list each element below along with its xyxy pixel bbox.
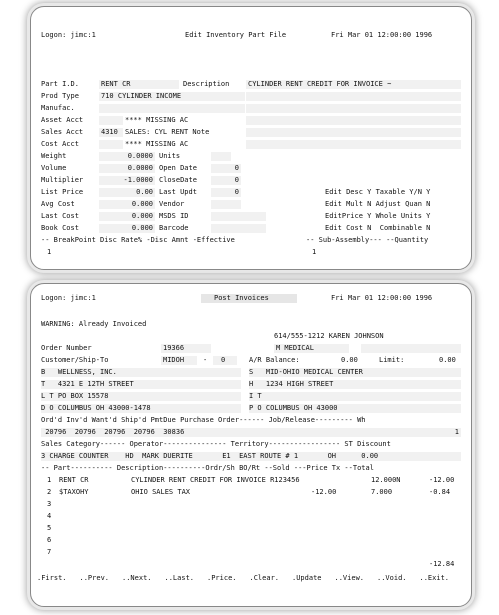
- list-price-field[interactable]: 0.00: [99, 188, 155, 197]
- command-next-button[interactable]: ..Next.: [122, 574, 152, 582]
- bill-to-line-4[interactable]: D O COLUMBUS OH 43000-1478: [41, 404, 241, 413]
- customer-dash: -: [203, 356, 208, 364]
- window-title-box: [201, 294, 297, 303]
- description-line2-field[interactable]: [246, 92, 461, 101]
- command-first-button[interactable]: .First.: [37, 574, 67, 582]
- close-date-label: CloseDate: [159, 176, 197, 184]
- barcode-label: Barcode: [159, 224, 189, 232]
- sales-header: Sales Category------ Operator--------------- Territory----------------- ST Discount: [41, 440, 391, 448]
- line-number: 5: [47, 524, 52, 532]
- last-cost-label: Last Cost: [41, 212, 79, 220]
- sales-acct-field[interactable]: 4310: [99, 128, 123, 137]
- description-line3-field[interactable]: [246, 104, 461, 113]
- avg-cost-label: Avg Cost: [41, 200, 75, 208]
- command-void-button[interactable]: ..Void.: [377, 574, 407, 582]
- description-label: Description: [183, 80, 230, 88]
- part-id-field[interactable]: RENT CR: [99, 80, 179, 89]
- barcode-field[interactable]: [211, 224, 266, 233]
- sales-acct-desc: SALES: CYL RENT Note: [125, 128, 210, 136]
- open-date-label: Open Date: [159, 164, 197, 172]
- command-clear-button[interactable]: .Clear.: [249, 574, 280, 582]
- command-price-button[interactable]: .Price.: [207, 574, 237, 582]
- medical-field[interactable]: M MEDICAL: [274, 344, 349, 353]
- ar-balance-value: 0.00: [341, 356, 358, 364]
- line-price: 7.000: [371, 488, 393, 496]
- limit-label: Limit:: [379, 356, 405, 364]
- list-price-label: List Price: [41, 188, 84, 196]
- limit-value: 0.00: [439, 356, 456, 364]
- lines-header: -- Part---------- Description----------Ordr/Sh BO/Rt --Sold ---Price Tx --Total: [41, 464, 374, 472]
- cost-acct-label: Cost Acct: [41, 140, 79, 148]
- description-field[interactable]: CYLINDER RENT CREDIT FOR INVOICE ~: [246, 80, 461, 89]
- asset-acct-label: Asset Acct: [41, 116, 84, 124]
- weight-field[interactable]: 0.0000: [99, 152, 155, 161]
- line-number: 7: [47, 548, 52, 556]
- line-number: 2: [47, 488, 52, 496]
- bill-to-line-2[interactable]: T 4321 E 12TH STREET: [41, 380, 241, 389]
- description-line4-field[interactable]: [246, 116, 461, 125]
- multiplier-label: Multiplier: [41, 176, 84, 184]
- msds-field[interactable]: [211, 212, 266, 221]
- subassembly-row[interactable]: 1: [312, 248, 317, 256]
- msds-label: MSDS ID: [159, 212, 189, 220]
- line-part: RENT CR: [59, 476, 89, 484]
- line-description: OHIO SALES TAX: [131, 488, 191, 496]
- avg-cost-field[interactable]: 0.000: [99, 200, 155, 209]
- command-last-button[interactable]: ..Last.: [164, 574, 195, 582]
- sales-row[interactable]: 3 CHARGE COUNTER HD MARK DUERITE E1 EAST ROUTE # 1 OH 0.00: [41, 452, 461, 461]
- vendor-field[interactable]: [211, 200, 241, 209]
- vendor-label: Vendor: [159, 200, 185, 208]
- last-updt-field[interactable]: 0: [211, 188, 241, 197]
- edit-inventory-window: [30, 6, 472, 270]
- line-description: CYLINDER RENT CREDIT FOR INVOICE R123456: [131, 476, 300, 484]
- command-prev-button[interactable]: ..Prev.: [79, 574, 110, 582]
- volume-field[interactable]: 0.0000: [99, 164, 155, 173]
- line-number: 1: [47, 476, 52, 484]
- logon-label: Logon: jimc:1: [41, 31, 96, 39]
- window-title: Edit Inventory Part File: [185, 31, 287, 39]
- phone-contact: 614/555-1212 KAREN JOHNSON: [274, 332, 384, 340]
- close-date-field[interactable]: 0: [211, 176, 241, 185]
- post-invoices-window: [30, 283, 472, 607]
- line-number: 3: [47, 500, 52, 508]
- cost-acct-desc: **** MISSING AC: [125, 140, 189, 148]
- manufac-field[interactable]: [99, 104, 245, 113]
- asset-acct-desc: **** MISSING AC: [125, 116, 189, 124]
- open-date-field[interactable]: 0: [211, 164, 241, 173]
- bill-to-line-1[interactable]: B WELLNESS, INC.: [41, 368, 241, 377]
- line-part: $TAXOHY: [59, 488, 89, 496]
- manufac-label: Manufac.: [41, 104, 75, 112]
- flag-line-4[interactable]: Edit Cost N Combinable N: [325, 224, 431, 232]
- line-price: 12.000N: [371, 476, 401, 484]
- ship-to-line-3[interactable]: I T: [249, 392, 461, 401]
- line-number: 4: [47, 512, 52, 520]
- volume-label: Volume: [41, 164, 67, 172]
- command-exit-button[interactable]: ..Exit.: [419, 574, 450, 582]
- weight-units-label: Units: [159, 152, 181, 160]
- command-view-button[interactable]: ..View.: [334, 574, 365, 582]
- asset-acct-field[interactable]: [99, 116, 123, 125]
- datetime: Fri Mar 01 12:00:00 1996: [331, 294, 433, 302]
- units-field[interactable]: [211, 152, 231, 161]
- command-update-button[interactable]: .Update: [292, 574, 322, 582]
- window-title: Post Invoices: [214, 294, 269, 302]
- prod-type-field[interactable]: 710 CYLINDER INCOME: [99, 92, 245, 101]
- line-total: -0.84: [429, 488, 451, 496]
- orders-row[interactable]: 20796 20796 20796 20796 30836 1: [41, 428, 459, 436]
- flag-line-1[interactable]: Edit Desc Y Taxable Y/N Y: [325, 188, 431, 196]
- ship-to-line-4[interactable]: P O COLUMBUS OH 43000: [249, 404, 461, 413]
- order-number-field[interactable]: 19366: [161, 344, 211, 353]
- customer-label: Customer/Ship-To: [41, 356, 109, 364]
- description-line6-field[interactable]: [246, 140, 461, 149]
- breakpoint-row[interactable]: 1: [47, 248, 52, 256]
- breakpoint-header: -- BreakPoint Disc Rate% -Disc Amnt -Effective: [41, 236, 235, 244]
- line-number: 6: [47, 536, 52, 544]
- datetime: Fri Mar 01 12:00:00 1996: [331, 31, 433, 39]
- line-sold: -12.00: [311, 488, 337, 496]
- warning-text: WARNING: Already Invoiced: [41, 320, 147, 328]
- cost-acct-field[interactable]: [99, 140, 123, 149]
- prod-type-label: Prod Type: [41, 92, 79, 100]
- subassembly-header: -- Sub-Assembly--- --Quantity: [306, 236, 429, 244]
- customer-code-field[interactable]: MIDOH: [161, 356, 197, 365]
- part-id-label: Part I.D.: [41, 80, 79, 88]
- ship-to-line-2[interactable]: H 1234 HIGH STREET: [249, 380, 461, 389]
- contact-extra-field[interactable]: [361, 344, 461, 353]
- multiplier-field[interactable]: -1.0000: [99, 176, 155, 185]
- last-updt-label: Last Updt: [159, 188, 197, 196]
- grand-total: -12.84: [429, 560, 455, 568]
- book-cost-field[interactable]: 0.000: [99, 224, 155, 233]
- weight-label: Weight: [41, 152, 67, 160]
- flag-line-3[interactable]: EditPrice Y Whole Units Y: [325, 212, 431, 220]
- sales-acct-label: Sales Acct: [41, 128, 84, 136]
- order-number-label: Order Number: [41, 344, 92, 352]
- book-cost-label: Book Cost: [41, 224, 79, 232]
- ar-balance-label: A/R Balance:: [249, 356, 300, 364]
- description-line5-field[interactable]: [246, 128, 461, 137]
- orders-header: Ord'd Inv'd Want'd Ship'd PmtDue Purchase Order------ Job/Release--------- Wh: [41, 416, 366, 424]
- ship-to-line-1[interactable]: S MID-OHIO MEDICAL CENTER: [249, 368, 461, 377]
- bill-to-line-3[interactable]: L T PO BOX 15578: [41, 392, 241, 401]
- line-total: -12.00: [429, 476, 455, 484]
- last-cost-field[interactable]: 0.000: [99, 212, 155, 221]
- customer-num-field[interactable]: 0: [213, 356, 237, 365]
- flag-line-2[interactable]: Edit Mult N Adjust Quan N: [325, 200, 431, 208]
- logon-label: Logon: jimc:1: [41, 294, 96, 302]
